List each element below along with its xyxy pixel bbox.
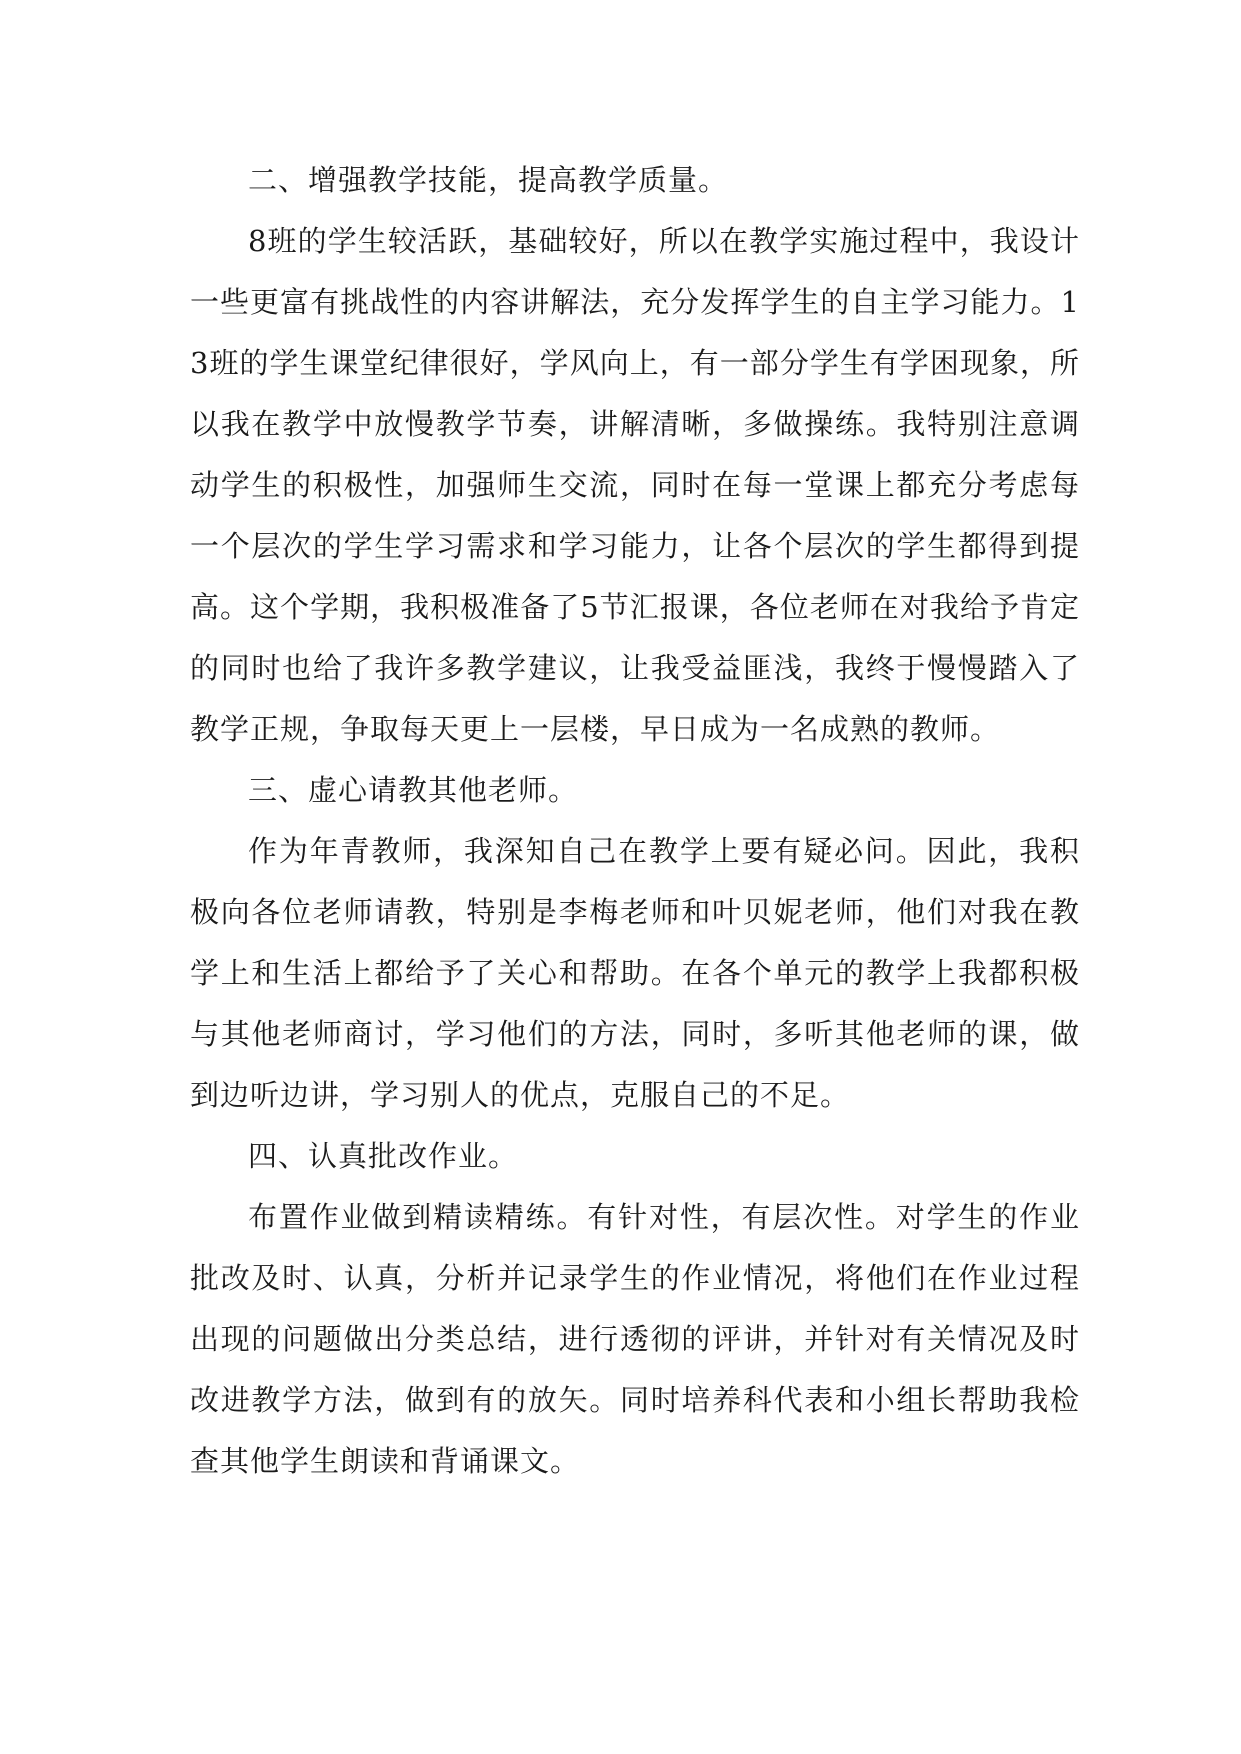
section-heading-4: 四、认真批改作业。 — [248, 1139, 519, 1173]
section-heading-2: 二、增强教学技能，提高教学质量。 — [248, 163, 729, 197]
document-page — [190, 150, 1080, 1492]
paragraph-homework: 布置作业做到精读精练。有针对性，有层次性。对学生的作业批改及时、认真，分析并记录学生的作业情况，将他们在作业过程出现的问题做出分类总结，进行透彻的评讲，并针对有关情况及时改进教学方法，做到有的放矢。同时培养科代表和小组长帮助我检查其他学生朗读和背诵课文。 — [190, 1200, 1080, 1478]
paragraph-teaching-skills: 8班的学生较活跃，基础较好，所以在教学实施过程中，我设计一些更富有挑战性的内容讲解法，充分发挥学生的自主学习能力。13班的学生课堂纪律很好，学风向上，有一部分学生有学困现象，所以我在教学中放慢教学节奏，讲解清晰，多做操练。我特别注意调动学生的积极性，加强师生交流，同时在每一堂课上都充分考虑每一个层次的学生学习需求和学习能力，让各个层次的学生都得到提高。这个学期，我积极准备了5节汇报课，各位老师在对我给予肯定的同时也给了我许多教学建议，让我受益匪浅，我终于慢慢踏入了教学正规，争取每天更上一层楼，早日成为一名成熟的教师。 — [190, 224, 1080, 746]
section-heading-3: 三、虚心请教其他老师。 — [248, 773, 579, 807]
paragraph-consult-teachers: 作为年青教师，我深知自己在教学上要有疑必问。因此，我积极向各位老师请教，特别是李梅老师和叶贝妮老师，他们对我在教学上和生活上都给予了关心和帮助。在各个单元的教学上我都积极与其他老师商讨，学习他们的方法，同时，多听其他老师的课，做到边听边讲，学习别人的优点，克服自己的不足。 — [190, 834, 1080, 1112]
